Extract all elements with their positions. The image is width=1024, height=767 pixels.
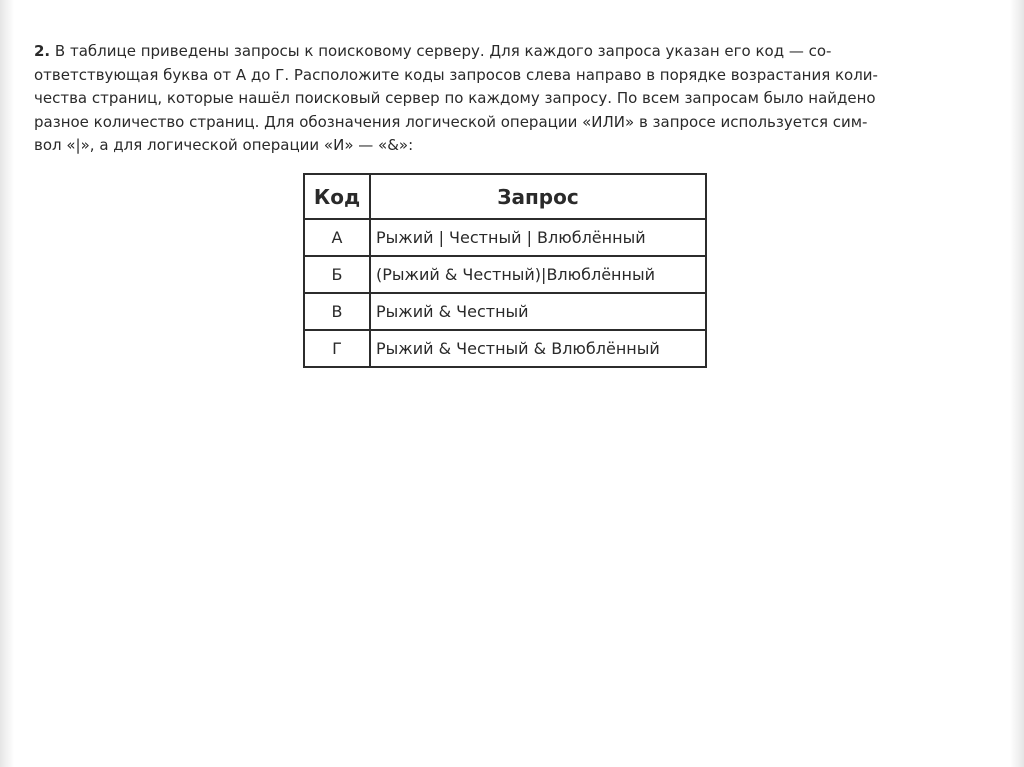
row-code: Б [304,256,370,293]
row-code: В [304,293,370,330]
task-line [34,40,1006,64]
queries-table [303,173,707,368]
slide-edge-shadow-left [0,0,14,767]
task-line: вол «|», а для логической операции «И» — «&»: [34,136,414,154]
row-query: Рыжий & Честный [370,293,706,330]
task-line-text: В таблице приведены запросы к поисковому серверу. Для каждого запроса указан его код — со- [54,42,832,60]
task-line: разное количество страниц. Для обозначения логической операции «ИЛИ» в запросе используется сим- [34,112,868,131]
table-header-row [304,174,706,219]
row-code: А [304,219,370,256]
task-number: 2. [34,42,51,60]
header-query: Запрос [370,174,706,219]
header-code: Код [304,174,370,219]
row-query: (Рыжий & Честный)|Влюблённый [370,256,706,293]
row-query: Рыжий & Честный & Влюблённый [370,330,706,367]
row-query: Рыжий | Честный | Влюблённый [370,219,706,256]
table-row [304,293,706,330]
table-row [304,256,706,293]
table-row [304,330,706,367]
task-line: чества страниц, которые нашёл поисковый сервер по каждому запросу. По всем запросам было найдено [34,89,876,107]
task-text [34,40,1006,158]
row-code: Г [304,330,370,367]
table-row [304,219,706,256]
slide-edge-shadow-right [1010,0,1024,767]
task-line: ответствующая буква от А до Г. Расположите коды запросов слева направо в порядке возрастания коли- [34,65,878,84]
